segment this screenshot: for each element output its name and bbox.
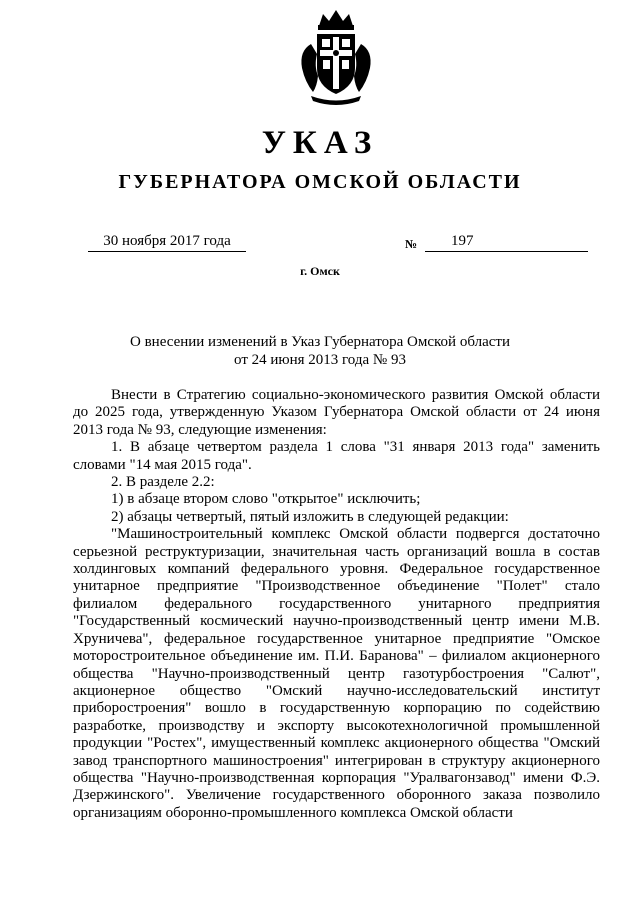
document-number-field — [425, 233, 588, 252]
body-paragraph-4: 1) в абзаце втором слово "открытое" исключить; — [111, 491, 421, 508]
document-subtitle: ГУБЕРНАТОРА ОМСКОЙ ОБЛАСТИ — [118, 171, 522, 193]
body-paragraph-5: 2) абзацы четвертый, пятый изложить в следующей редакции: — [111, 508, 509, 525]
body-paragraph-1: Внести в Стратегию социально-экономического развития Омской области до 2025 года, утвержденную Указом Губернатора Омской области от 24 июня 2013 года № 93, следующие изменения: — [73, 387, 600, 438]
document-heading — [90, 333, 550, 369]
heading-line-2: от 24 июня 2013 года № 93 — [234, 352, 406, 368]
heading-line-1: О внесении изменений в Указ Губернатора Омской области — [130, 334, 510, 350]
body-paragraph-2: 1. В абзаце четвертом раздела 1 слова "31 января 2013 года" заменить словами "14 мая 2015 года". — [73, 439, 600, 473]
document-body — [73, 387, 600, 822]
omsk-oblast-coat-of-arms-icon — [293, 6, 379, 106]
document-place: г. Омск — [300, 264, 340, 278]
document-date: 30 ноября 2017 года — [88, 233, 246, 252]
body-paragraph-6: "Машиностроительный комплекс Омской области подвергся достаточно серьезной реструктуризации, значительная часть организаций вошла в состав холдинговых компаний федерального уровня. Федеральное государственное унитарное предприятие "Производственное объединение "Полет" стало филиалом федерального государственного унитарного предприятия "Государственный космический научно-производственный центр имени М.В. Хруничева", федеральное государственное унитарное предприятие "Омское моторостроительное объединение им. П.И. Баранова" – филиалом акционерного общества "Научно-производственный центр газотурбостроения "Салют", акционерное общество "Омский научно-исследовательский институт приборостроения" вошло в государственную корпорацию по содействию разработке, производству и экспорту высокотехнологичной промышленной продукции "Ростех", имущественный комплекс акционерного общества "Омский завод транспортного машиностроения" интегрирован в структуру акционерного общества "Научно-производственная корпорация "Уралвагонзавод" имени Ф.Э. Дзержинского". Увеличение государственного оборонного заказа позволило организациям оборонно-промышленного комплекса Омской области — [73, 526, 600, 821]
number-sign: № — [405, 237, 418, 251]
document-title: УКАЗ — [261, 125, 379, 161]
body-paragraph-3: 2. В разделе 2.2: — [111, 474, 215, 491]
document-number: 197 — [451, 233, 474, 249]
